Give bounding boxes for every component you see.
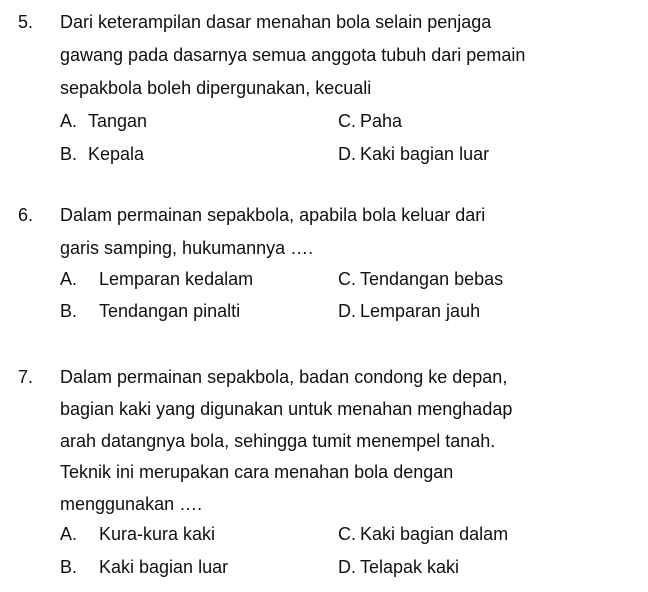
option-letter: C. xyxy=(338,269,356,289)
option-letter: D. xyxy=(338,557,356,577)
question-text-line: arah datangnya bola, sehingga tumit menempel tanah. xyxy=(60,431,496,451)
option-letter: B. xyxy=(60,301,78,321)
option-text: Paha xyxy=(360,111,403,131)
option-text: Kaki bagian luar xyxy=(99,557,229,577)
option-letter: B. xyxy=(60,144,78,164)
option-text: Lemparan jauh xyxy=(360,301,481,321)
option-letter: D. xyxy=(338,144,356,164)
question-text-line: Dalam permainan sepakbola, badan condong ke depan, xyxy=(60,367,508,387)
option-text: Kura-kura kaki xyxy=(99,524,216,544)
option-letter: C. xyxy=(338,111,356,131)
option-letter: A. xyxy=(60,111,78,131)
option-text: Tangan xyxy=(88,111,148,131)
option-b[interactable] xyxy=(60,301,240,322)
option-letter: A. xyxy=(60,524,78,544)
question-number: 7. xyxy=(18,367,34,387)
question-text-line: Dari keterampilan dasar menahan bola selain penjaga xyxy=(60,12,492,32)
option-d[interactable] xyxy=(338,557,459,578)
question-text-line: menggunakan …. xyxy=(60,494,203,514)
option-text: Kepala xyxy=(88,144,145,164)
option-text: Kaki bagian luar xyxy=(360,144,490,164)
option-a[interactable] xyxy=(60,269,253,290)
option-text: Tendangan pinalti xyxy=(99,301,241,321)
option-a[interactable] xyxy=(60,111,147,132)
option-b[interactable] xyxy=(60,557,228,578)
option-c[interactable] xyxy=(338,269,503,290)
option-c[interactable] xyxy=(338,111,402,132)
question-text-line: Teknik ini merupakan cara menahan bola dengan xyxy=(60,462,454,482)
question-number: 5. xyxy=(18,12,34,32)
option-letter: B. xyxy=(60,557,78,577)
question-number: 6. xyxy=(18,205,34,225)
option-b[interactable] xyxy=(60,144,144,165)
option-letter: C. xyxy=(338,524,356,544)
option-text: Telapak kaki xyxy=(360,557,460,577)
option-d[interactable] xyxy=(338,301,480,322)
option-text: Tendangan bebas xyxy=(360,269,504,289)
option-a[interactable] xyxy=(60,524,215,545)
option-text: Kaki bagian dalam xyxy=(360,524,509,544)
option-letter: A. xyxy=(60,269,78,289)
question-text-line: gawang pada dasarnya semua anggota tubuh dari pemain xyxy=(60,45,526,65)
question-text-line: garis samping, hukumannya …. xyxy=(60,238,314,258)
option-c[interactable] xyxy=(338,524,508,545)
option-letter: D. xyxy=(338,301,356,321)
question-text-line: bagian kaki yang digunakan untuk menahan menghadap xyxy=(60,399,513,419)
option-text: Lemparan kedalam xyxy=(99,269,254,289)
question-text-line: sepakbola boleh dipergunakan, kecuali xyxy=(60,78,372,98)
option-d[interactable] xyxy=(338,144,489,165)
question-text-line: Dalam permainan sepakbola, apabila bola keluar dari xyxy=(60,205,486,225)
